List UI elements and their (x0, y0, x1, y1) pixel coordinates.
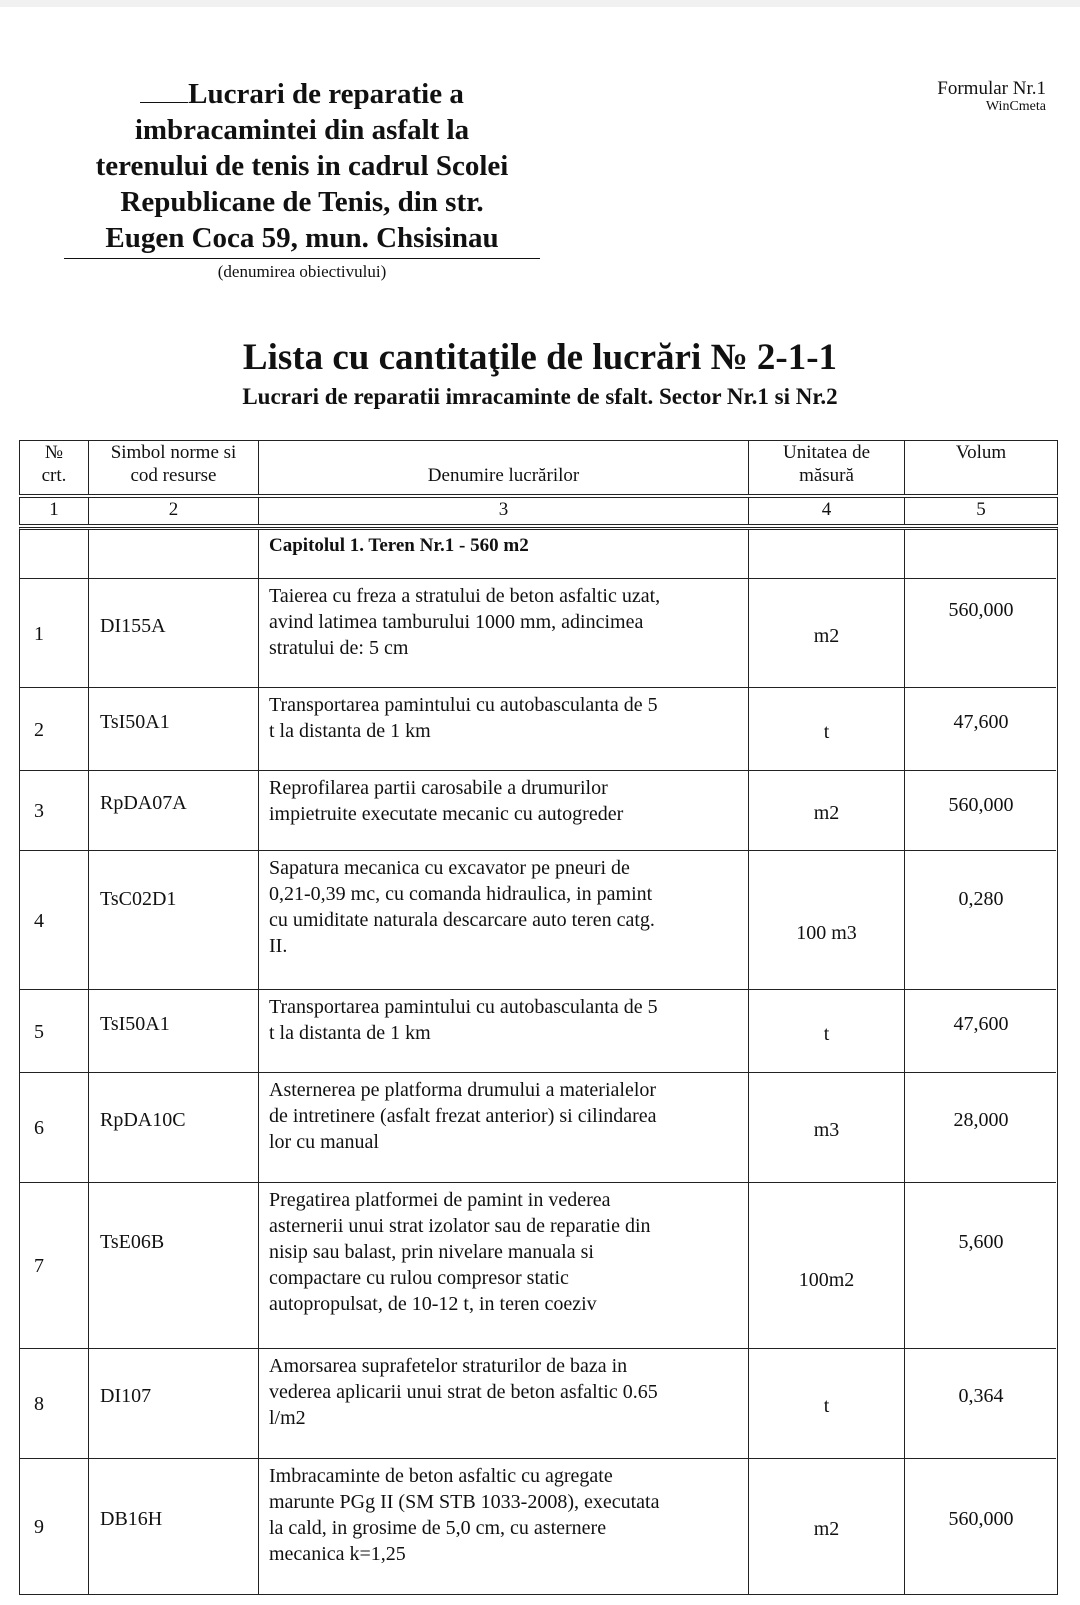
row-volume-cell (905, 990, 1057, 1072)
row-number: 5 (34, 1020, 44, 1043)
chapter-title: Capitolul 1. Teren Nr.1 - 560 m2 (269, 535, 529, 556)
row-description (269, 1187, 651, 1317)
header-code (89, 441, 259, 494)
row-code-cell (89, 1349, 259, 1458)
row-number-cell (20, 1459, 89, 1595)
row-unit-cell (749, 1183, 905, 1348)
row-description-line: Imbracaminte de beton asfaltic cu agregate (269, 1465, 613, 1487)
row-volume: 47,600 (953, 1012, 1009, 1035)
row-code: RpDA07A (100, 792, 187, 814)
row-number-cell (20, 851, 89, 989)
column-number: 5 (976, 499, 986, 520)
row-description-cell (259, 1459, 749, 1595)
table-row (20, 1459, 1056, 1595)
form-name: Formular Nr.1 (937, 78, 1046, 99)
table-row (20, 1183, 1056, 1349)
row-volume: 560,000 (948, 1508, 1014, 1530)
row-description-line: Reprofilarea partii carosabile a drumurilor (269, 777, 608, 799)
row-unit: t (823, 1395, 830, 1417)
row-description-line: II. (269, 935, 288, 957)
row-code: DB16H (100, 1508, 163, 1530)
row-unit-cell (749, 771, 905, 850)
row-volume-cell (905, 771, 1057, 850)
row-unit-cell (749, 1459, 905, 1595)
header-no (20, 441, 89, 494)
row-unit: m3 (813, 1119, 840, 1141)
row-description-line: cu umiditate naturala descarcare auto teren catg. (269, 909, 655, 931)
row-unit: m2 (813, 624, 840, 647)
chapter-row (20, 530, 1056, 579)
row-unit-cell (749, 1073, 905, 1182)
header-unit-line2: măsură (799, 465, 854, 486)
row-unit-cell (749, 688, 905, 770)
row-description-line: compactare cu rulou compresor static (269, 1267, 569, 1289)
row-volume: 0,280 (958, 887, 1004, 910)
row-code: TsC02D1 (100, 887, 177, 910)
row-volume-cell (905, 1183, 1057, 1348)
blank-underline (140, 76, 188, 103)
row-unit-cell (749, 1349, 905, 1458)
row-description (269, 775, 623, 827)
row-description-line: Amorsarea suprafetelor straturilor de baza in (269, 1355, 628, 1377)
header-unit (749, 441, 905, 494)
chapter-cell-empty (749, 530, 905, 578)
row-volume-cell (905, 1459, 1057, 1595)
document-subtitle: Lucrari de reparatii imracaminte de sfalt. Sector Nr.1 si Nr.2 (242, 384, 838, 409)
row-unit: m2 (813, 802, 840, 824)
row-description-line: Asternerea pe platforma drumului a materialelor (269, 1079, 657, 1101)
row-volume: 560,000 (948, 598, 1014, 621)
row-description-line: lor cu manual (269, 1131, 379, 1153)
row-volume-cell (905, 1349, 1057, 1458)
object-title (64, 76, 540, 256)
header-no-line1: № (44, 442, 64, 463)
table-row (20, 1073, 1056, 1183)
table-row (20, 990, 1056, 1073)
header-code-line1: Simbol norme si (110, 442, 237, 463)
row-number: 9 (34, 1516, 44, 1538)
row-description-line: mecanica k=1,25 (269, 1543, 406, 1565)
chapter-cell-empty (89, 530, 259, 578)
header-no-line2: crt. (41, 465, 67, 486)
row-number: 3 (34, 800, 44, 822)
column-number-row (19, 497, 1058, 525)
row-number-cell (20, 1349, 89, 1458)
document-title: Lista cu cantitaţile de lucrări № 2-1-1 (242, 337, 838, 378)
row-code-cell (89, 1183, 259, 1348)
row-code-cell (89, 771, 259, 850)
row-unit-cell (749, 990, 905, 1072)
row-number: 2 (34, 718, 44, 741)
chapter-cell (259, 530, 749, 578)
object-title-line-2: imbracamintei din asfalt la (134, 114, 470, 146)
row-code: DI155A (100, 614, 166, 637)
row-number: 4 (34, 909, 44, 932)
table-body (19, 527, 1058, 1595)
row-description-line: marunte PGg II (SM STB 1033-2008), executata (269, 1491, 660, 1513)
row-code-cell (89, 579, 259, 687)
header-volume (905, 441, 1057, 494)
row-code-cell (89, 1459, 259, 1595)
row-description-line: t la distanta de 1 km (269, 1022, 431, 1044)
row-number: 1 (34, 622, 44, 645)
header-name (259, 441, 749, 494)
row-description-line: Transportarea pamintului cu autobasculanta de 5 (269, 996, 658, 1018)
row-code-cell (89, 1073, 259, 1182)
header-code-line2: cod resurse (130, 465, 217, 486)
row-description (269, 692, 658, 744)
row-description-cell (259, 1073, 749, 1182)
row-description-cell (259, 579, 749, 687)
row-volume: 5,600 (958, 1231, 1004, 1253)
row-number-cell (20, 579, 89, 687)
row-description-line: Transportarea pamintului cu autobasculanta de 5 (269, 694, 658, 716)
table-row (20, 688, 1056, 771)
row-description (269, 994, 658, 1046)
row-description-line: Sapatura mecanica cu excavator pe pneuri de (269, 857, 630, 879)
row-description-line: autopropulsat, de 10-12 t, in teren coeziv (269, 1293, 597, 1315)
object-title-line-1: Lucrari de reparatie a (188, 78, 464, 110)
row-code: TsI50A1 (100, 710, 170, 733)
top-strip (0, 0, 1080, 7)
row-description (269, 1077, 657, 1155)
row-description-cell (259, 1183, 749, 1348)
row-description-cell (259, 1349, 749, 1458)
row-description-line: vederea aplicarii unui strat de beton asfaltic 0.65 (269, 1381, 658, 1403)
row-description (269, 855, 655, 959)
object-title-line-3: terenului de tenis in cadrul Scolei (95, 150, 509, 182)
header-name-text: Denumire lucrărilor (427, 465, 580, 486)
row-volume-cell (905, 1073, 1057, 1182)
row-description-line: 0,21-0,39 mc, cu comanda hidraulica, in pamint (269, 883, 653, 905)
row-volume: 560,000 (948, 794, 1014, 816)
row-description-line: nisip sau balast, prin nivelare manuala si (269, 1241, 594, 1263)
row-description-line: t la distanta de 1 km (269, 720, 431, 742)
row-description-line: l/m2 (269, 1407, 306, 1429)
column-number: 4 (749, 498, 905, 524)
row-description-line: de intretinere (asfalt frezat anterior) si cilindarea (269, 1105, 657, 1127)
row-volume-cell (905, 579, 1057, 687)
row-unit: t (823, 720, 830, 743)
row-unit: t (823, 1022, 830, 1045)
table-row (20, 851, 1056, 990)
row-unit: 100 m3 (796, 921, 857, 944)
object-title-line (64, 76, 540, 112)
row-description (269, 1353, 658, 1431)
object-underline (64, 258, 540, 259)
row-unit: m2 (813, 1518, 840, 1540)
chapter-cell-empty (20, 530, 89, 578)
row-number: 8 (34, 1393, 44, 1415)
row-code-cell (89, 688, 259, 770)
row-description (269, 1463, 659, 1567)
row-code-cell (89, 990, 259, 1072)
row-number: 6 (34, 1117, 44, 1139)
row-description-line: stratului de: 5 cm (269, 637, 409, 659)
object-title-line-5: Eugen Coca 59, mun. Chsisinau (105, 222, 499, 254)
row-description-line: Pregatirea platformei de pamint in vederea (269, 1189, 611, 1211)
row-description-line: la cald, in grosime de 5,0 cm, cu asternere (269, 1517, 607, 1539)
table-header (19, 440, 1058, 495)
form-label (937, 79, 1046, 115)
table-row (20, 579, 1056, 688)
row-code-cell (89, 851, 259, 989)
column-number: 3 (259, 498, 749, 524)
header-volume-text: Volum (955, 442, 1007, 463)
row-code: TsE06B (100, 1231, 165, 1253)
row-description-cell (259, 851, 749, 989)
column-number: 2 (89, 498, 259, 524)
row-description-cell (259, 688, 749, 770)
column-number: 1 (20, 498, 89, 524)
row-code: RpDA10C (100, 1109, 186, 1131)
row-description-line: impietruite executate mecanic cu autogreder (269, 803, 624, 825)
row-description-cell (259, 771, 749, 850)
row-number: 7 (34, 1255, 44, 1277)
row-number-cell (20, 771, 89, 850)
form-software: WinCmeta (985, 99, 1046, 114)
row-unit-cell (749, 579, 905, 687)
row-code: DI107 (100, 1385, 152, 1407)
object-title-line-4: Republicane de Tenis, din str. (120, 186, 484, 218)
object-caption: (denumirea obiectivului) (217, 262, 387, 281)
row-number-cell (20, 990, 89, 1072)
chapter-cell-empty (905, 530, 1057, 578)
row-number-cell (20, 1183, 89, 1348)
row-description-line: Taierea cu freza a stratului de beton asfaltic uzat, (269, 585, 661, 607)
row-unit-cell (749, 851, 905, 989)
row-unit: 100m2 (798, 1269, 855, 1291)
table-row (20, 1349, 1056, 1459)
row-number-cell (20, 1073, 89, 1182)
row-code: TsI50A1 (100, 1012, 170, 1035)
row-volume-cell (905, 688, 1057, 770)
row-description-line: avind latimea tamburului 1000 mm, adincimea (269, 611, 644, 633)
table-row (20, 771, 1056, 851)
row-description-cell (259, 990, 749, 1072)
row-description-line: asternerii unui strat izolator sau de reparatie din (269, 1215, 651, 1237)
row-volume-cell (905, 851, 1057, 989)
row-description (269, 583, 660, 661)
row-number-cell (20, 688, 89, 770)
row-volume: 47,600 (953, 710, 1009, 733)
header-unit-line1: Unitatea de (782, 442, 871, 463)
row-volume: 28,000 (953, 1109, 1009, 1131)
row-volume: 0,364 (958, 1385, 1004, 1407)
